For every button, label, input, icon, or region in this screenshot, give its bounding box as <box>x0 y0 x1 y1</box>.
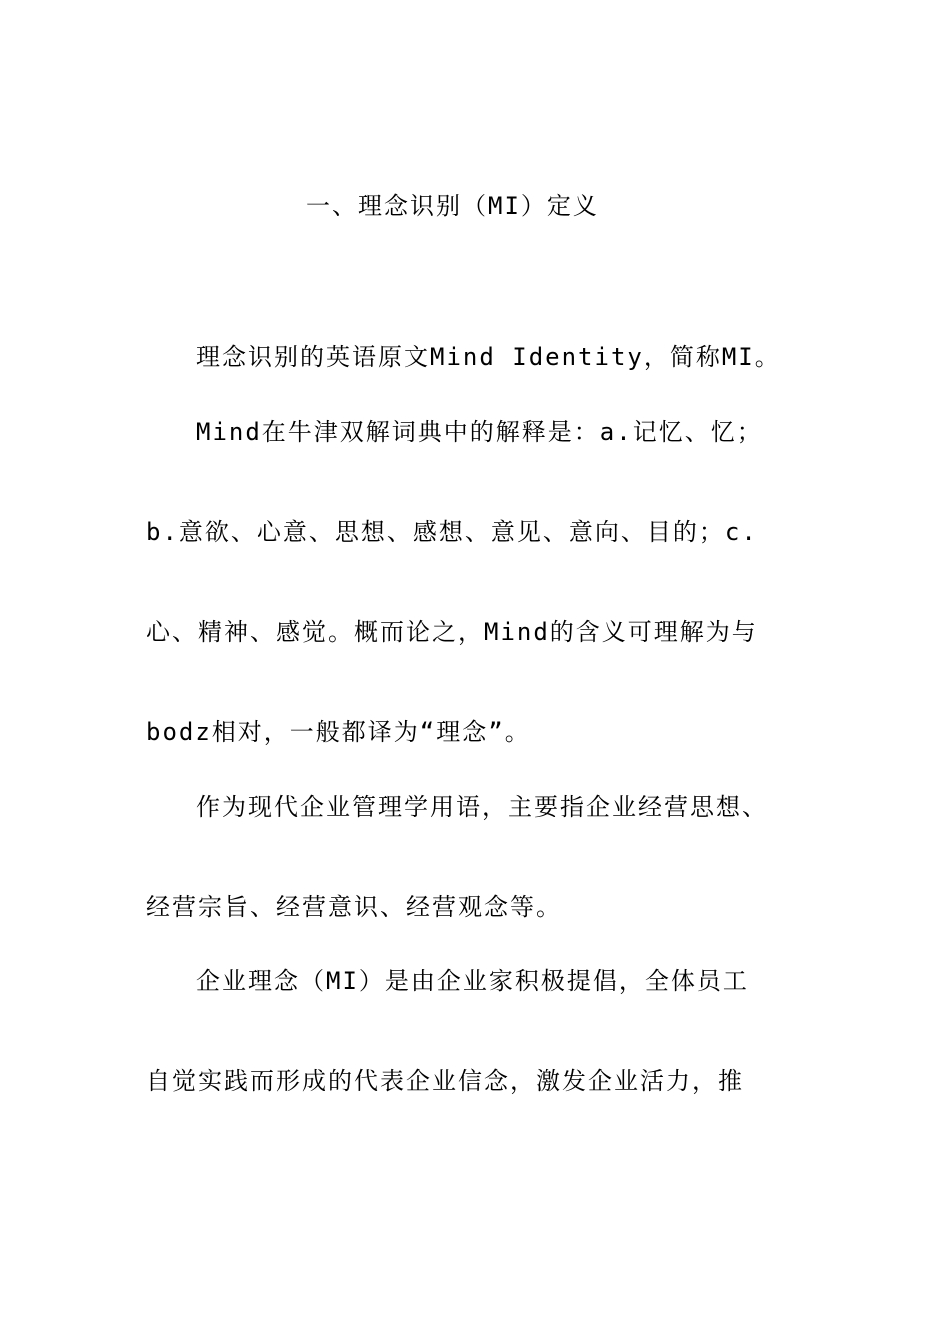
paragraph-line: 心、精神、感觉。概而论之，Mind的含义可理解为与 <box>146 618 758 646</box>
paragraph-line: b.意欲、心意、思想、感想、意见、意向、目的；c. <box>146 518 758 546</box>
page-title: 一、理念识别（MI）定义 <box>306 192 599 220</box>
paragraph-line: 企业理念（MI）是由企业家积极提倡，全体员工 <box>196 967 749 995</box>
paragraph-line: 自觉实践而形成的代表企业信念，激发企业活力，推 <box>146 1067 744 1095</box>
paragraph-line: bodz相对，一般都译为“理念”。 <box>146 718 531 746</box>
paragraph-line: 理念识别的英语原文Mind Identity，简称MI。 <box>196 343 781 371</box>
paragraph-line: 经营宗旨、经营意识、经营观念等。 <box>146 893 562 921</box>
paragraph-line: 作为现代企业管理学用语，主要指企业经营思想、 <box>196 793 768 821</box>
paragraph-line: Mind在牛津双解词典中的解释是：a.记忆、忆； <box>196 418 763 446</box>
